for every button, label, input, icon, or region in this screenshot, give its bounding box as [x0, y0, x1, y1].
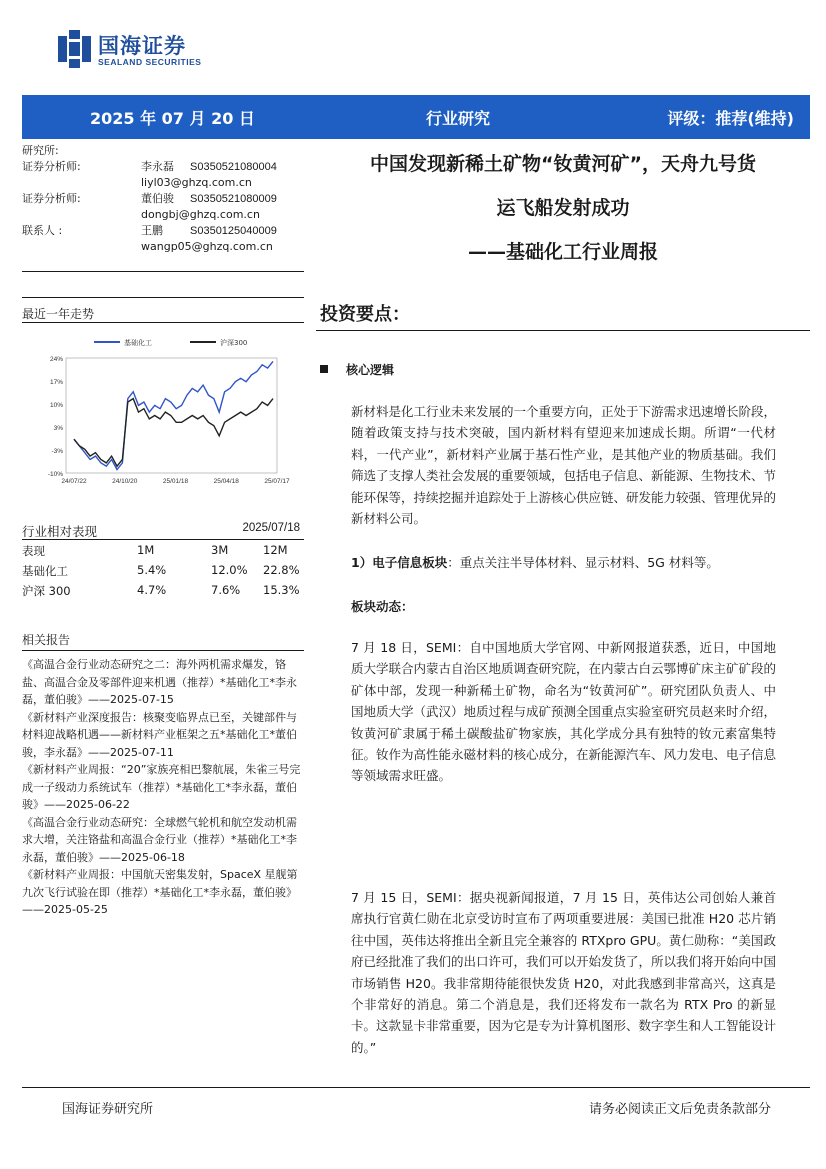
brand-name-en: SEALAND SECURITIES — [98, 57, 202, 67]
x-tick-label: 25/07/17 — [264, 478, 290, 485]
table-cell: 基础化工 — [22, 564, 68, 578]
report-title — [316, 148, 810, 280]
trend-chart — [22, 328, 304, 496]
table-cell: 沪深 300 — [22, 584, 71, 598]
analyst-list — [22, 143, 312, 255]
analyst-row — [22, 191, 312, 207]
report-type: 行业研究 — [426, 109, 491, 128]
analyst-row — [22, 223, 312, 239]
brand-logo — [58, 28, 218, 72]
y-tick-label: 17% — [49, 379, 63, 386]
logic-heading — [320, 361, 394, 378]
x-tick-label: 25/01/18 — [162, 478, 189, 485]
performance-heading: 行业相对表现 — [22, 524, 98, 539]
analyst-value: dongbj@ghzq.com.cn — [141, 208, 260, 221]
analyst-row — [22, 207, 312, 223]
table-cell: 4.7% — [137, 583, 167, 597]
table-cell: 12.0% — [211, 563, 248, 577]
footer-org: 国海证券研究所 — [62, 1102, 154, 1117]
invest-heading: 投资要点： — [320, 304, 410, 325]
paragraph-news-1: 7 月 18 日，SEMI：自中国地质大学官网、中新网报道获悉，近日，中国地质大学联合内蒙古自治区地质调查研究院，在内蒙古白云鄂博矿床主矿矿段的矿体中部，发现一种新稀土矿物，命名为“钕黄河矿”。研究团队负责人、中国地质大学（武汉）地质过程与成矿预测全国重点实验室研究员赵来时介绍，钕黄河矿隶属于稀土碳酸盐矿物家族，其化学成分具有独特的钕元素富集特征。钕作为高性能永磁材料的核心成分，在新能源汽车、风力发电、电子信息等领域需求旺盛。 — [351, 640, 777, 784]
electronics-label: 1）电子信息板块 — [351, 555, 448, 570]
divider — [22, 322, 304, 323]
analyst-value: wangp05@ghzq.com.cn — [141, 240, 273, 253]
analyst-label: 证券分析师: — [22, 160, 81, 173]
performance-date: 2025/07/18 — [242, 522, 300, 534]
analyst-row — [22, 159, 312, 175]
x-tick-label: 25/04/18 — [213, 478, 239, 485]
title-line-1: 中国发现新稀土矿物“钕黄河矿”，天舟九号货 — [370, 153, 756, 175]
analyst-row — [22, 175, 312, 191]
related-report-link[interactable]: 《高温合金行业动态研究之二：海外两机需求爆发，铬盐、高温合金及零部件迎来机遇（推荐）*基础化工*李永磊，董伯骏》——2025-07-15 — [22, 658, 297, 706]
title-line-3: ——基础化工行业周报 — [467, 241, 658, 263]
trend-heading: 最近一年走势 — [22, 307, 95, 321]
y-tick-label: 3% — [53, 425, 63, 432]
analyst-value: liyl03@ghzq.com.cn — [141, 176, 252, 189]
brand-name-cn: 国海证券 — [98, 34, 186, 58]
performance-table — [22, 522, 304, 600]
table-cell: 5.4% — [137, 563, 167, 577]
related-report-link[interactable]: 《新材料产业周报：中国航天密集发射，SpaceX 星舰第九次飞行试验在即（推荐）*基础化工*李永磊，董伯骏》——2025-05-25 — [22, 868, 298, 916]
paragraph-electronics — [351, 552, 776, 573]
footer-disclaimer-link[interactable]: 请务必阅读正文后免责条款部分 — [588, 1102, 771, 1117]
analyst-label: 联系人 : — [22, 224, 63, 237]
series-line-1 — [74, 399, 273, 467]
sealand-logo-icon — [58, 30, 92, 68]
footer-divider — [22, 1087, 810, 1088]
title-line-2: 运飞船发射成功 — [496, 197, 630, 219]
bullet-square-icon — [320, 365, 328, 373]
col-header: 12M — [263, 543, 288, 557]
trend-chart-svg — [22, 328, 304, 496]
y-tick-label: -3% — [51, 448, 63, 455]
report-date: 2025 年 07 月 20 日 — [90, 109, 255, 128]
legend-label: 基础化工 — [124, 339, 152, 347]
col-header: 1M — [137, 543, 155, 557]
y-tick-label: 24% — [49, 356, 63, 363]
related-report-link[interactable]: 《新材料产业周报：“20”家族亮相巴黎航展，朱雀三号完成一子级动力系统试车（推荐）*基础化工*李永磊，董伯骏》——2025-06-22 — [22, 763, 301, 811]
analyst-label: 证券分析师: — [22, 192, 81, 205]
x-tick-label: 24/07/22 — [61, 478, 87, 485]
related-reports-list — [22, 656, 304, 919]
electronics-text: ：重点关注半导体材料、显示材料、5G 材料等。 — [447, 555, 719, 570]
divider — [316, 330, 810, 331]
y-tick-label: -10% — [47, 471, 63, 478]
legend-label: 沪深300 — [220, 339, 248, 347]
logic-heading-text: 核心逻辑 — [346, 363, 395, 377]
table-cell: 15.3% — [263, 583, 300, 597]
divider — [22, 297, 304, 298]
analyst-cert: S0350521080004 — [190, 161, 277, 173]
table-row — [22, 580, 304, 600]
analyst-row — [22, 239, 312, 255]
analyst-value: 李永磊 — [141, 160, 174, 173]
table-header-row — [22, 540, 304, 560]
series-line-0 — [74, 361, 273, 469]
related-report-link[interactable]: 《高温合金行业动态研究：全球燃气轮机和航空发动机需求大增，关注铬盐和高温合金行业（推荐）*基础化工*李永磊，董伯骏》——2025-06-18 — [22, 815, 297, 864]
related-report-link[interactable]: 《新材料产业深度报告：核聚变临界点已至，关键部件与材料迎战略机遇——新材料产业框架之五*基础化工*董伯骏，李永磊》——2025-07-11 — [22, 710, 297, 759]
analyst-value: 董伯骏 — [141, 192, 174, 205]
divider — [22, 271, 304, 272]
paragraph-intro: 新材料是化工行业未来发展的一个重要方向，正处于下游需求迅速增长阶段，随着政策支持与技术突破，国内新材料有望迎来加速成长期。所谓“一代材料，一代产业”，新材料产业属于基石性产业，是其他产业的物质基础。我们筛选了支撑人类社会发展的重要领域，包括电子信息、新能源、生物技术、节能环保等，持续挖掘并追踪处于上游核心供应链、研发能力较强、管理优异的新材料公司。 — [351, 404, 777, 527]
performance-header — [22, 522, 304, 540]
analyst-cert: S0350521080009 — [190, 193, 277, 205]
table-row — [22, 560, 304, 580]
header-banner — [22, 95, 810, 139]
col-header: 3M — [211, 543, 229, 557]
analyst-cert: S0350125040009 — [190, 225, 277, 237]
table-cell: 7.6% — [211, 583, 241, 597]
y-tick-label: 10% — [49, 402, 63, 409]
analyst-row — [22, 143, 312, 159]
related-reports-heading: 相关报告 — [22, 631, 304, 651]
analyst-label: 研究所: — [22, 144, 59, 157]
report-rating: 评级：推荐(维持) — [667, 109, 794, 128]
col-header: 表现 — [22, 544, 45, 558]
dynamics-heading: 板块动态： — [351, 599, 414, 614]
paragraph-news-2: 7 月 15 日，SEMI：据央视新闻报道，7 月 15 日，英伟达公司创始人兼首席执行官黄仁勋在北京受访时宣布了两项重要进展：美国已批准 H20 芯片销往中国，英伟达将推出全新且完全兼容的 RTXpro GPU。黄仁勋称：“美国政府已经批准了我们的出口许可，我们可以开始发货了，所以我们将开始向中国市场销售 H20。我非常期待能很快发货 H20，对此我感到非常高兴，这真是个非常好的消息。第二个消息是，我们还将发布一款名为 RTX Pro 的新显卡。这款显卡非常重要，因为它是专为计算机图形、数字孪生和人工智能设计的。” — [351, 890, 777, 1055]
analyst-value: 王鹏 — [141, 224, 163, 237]
x-tick-label: 24/10/20 — [112, 478, 138, 485]
table-cell: 22.8% — [263, 563, 300, 577]
